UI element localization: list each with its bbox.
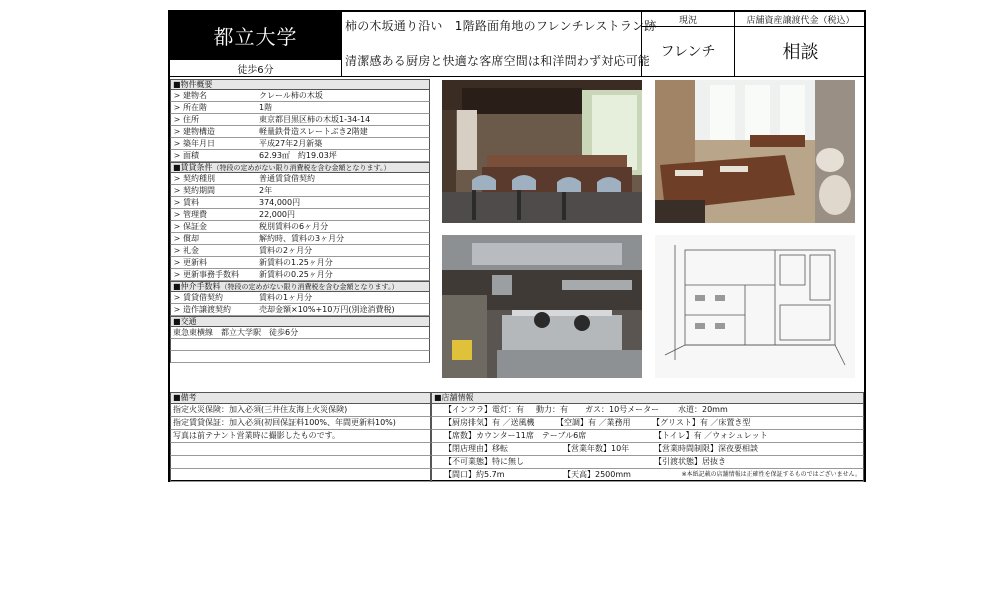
transport-line: 東急東横線 都立大学駅 徒歩6分 [170,327,430,339]
row-value: 普通賃貸借契約 [259,174,315,183]
store-row-size [431,469,864,482]
row-key: 住所 [183,115,199,124]
chevron-right-icon: > [173,234,181,243]
row-key: 管理費 [183,210,207,219]
store-cell: 【トイレ】有 ／ウォシュレット [654,431,768,440]
store-section-title: ■店舗情報 [431,392,864,404]
row-key: 更新料 [183,258,207,267]
table-row [170,114,430,126]
remarks-line: 指定火災保険：加入必須(三井住友海上火災保険) [170,404,431,417]
chevron-right-icon: > [173,151,181,160]
row-value: 東京都目黒区柿の木坂1-34-14 [259,115,371,124]
chevron-right-icon: > [173,186,181,195]
table-row [170,102,430,114]
chevron-right-icon: > [173,270,181,279]
chevron-right-icon: > [173,305,181,314]
row-key: 更新事務手数料 [183,270,239,279]
chevron-right-icon: > [173,293,181,302]
row-value: 解約時、賃料の3ヶ月分 [259,234,345,243]
store-cell: ガス：10号メーター [585,405,660,414]
headline-copy [341,12,657,76]
row-key: 築年月日 [183,139,215,148]
lease-title: ■賃貸条件 [173,163,213,172]
store-cell: 【営業時間制限】深夜要相談 [654,444,758,453]
store-cell: 【インフラ】電灯：有 [444,405,524,414]
store-cell: 【営業年数】10年 [563,444,630,453]
row-value: 賃料の1ヶ月分 [259,293,313,302]
row-value: クレール柿の木坂 [259,91,323,100]
property-rows [170,90,430,162]
chevron-right-icon: > [173,91,181,100]
status-label: 現況 [642,12,734,27]
remarks-line: 指定賃貸保証：加入必須(初回保証料100%、年間更新料10%) [170,417,431,430]
row-value: 374,000円 [259,198,301,207]
remarks-section-title: ■備考 [170,392,431,404]
store-cell: 【厨房排気】有 ／送風機 [444,418,535,427]
store-cell: 水道：20mm [678,405,728,414]
store-row-seats [431,430,864,443]
table-row [170,221,430,233]
broker-title: ■仲介手数料 [173,282,221,291]
broker-rows [170,292,430,316]
headline-line-1: 柿の木坂通り沿い 1階路面角地のフレンチレストラン跡 [345,19,657,33]
row-key: 償却 [183,234,199,243]
property-section-title: ■物件概要 [170,79,430,90]
remarks-blank [170,469,431,482]
transfer-fee-box [734,12,866,76]
store-row-exhaust [431,417,864,430]
walk-time: 徒歩6分 [170,59,341,76]
table-row [170,304,430,316]
chevron-right-icon: > [173,198,181,207]
lease-section-title [170,162,430,173]
store-cell: 【グリスト】有 ／床置き型 [652,418,751,427]
lease-rows [170,173,430,281]
store-info-table [431,392,864,482]
table-row [170,126,430,138]
remarks-blank [170,456,431,469]
chevron-right-icon: > [173,103,181,112]
table-row [170,233,430,245]
chevron-right-icon: > [173,246,181,255]
blank-row [170,351,430,363]
chevron-right-icon: > [173,174,181,183]
table-row [170,197,430,209]
table-row [170,150,430,162]
store-cell: 【不可業態】特に無し [444,457,524,466]
floor-plan-drawing [655,235,855,378]
transport-section-title: ■交通 [170,316,430,327]
row-value: 62.93㎡ 約19.03坪 [259,151,337,160]
table-row [170,292,430,304]
row-key: 契約期間 [183,186,215,195]
row-key: 建物構造 [183,127,215,136]
row-key: 面積 [183,151,199,160]
table-row [170,257,430,269]
row-value: 新賃料の0.25ヶ月分 [259,270,333,279]
row-key: 礼金 [183,246,199,255]
station-name: 都立大学 [170,12,341,59]
lease-note: （特段の定めがない限り消費税を含む金額となります。） [212,164,391,172]
row-value: 軽量鉄骨造スレートぶき2階建 [259,127,368,136]
kitchen-photo [442,235,642,378]
current-status-box [641,12,734,76]
fee-value: 相談 [782,42,819,63]
row-key: 賃貸借契約 [183,293,223,302]
chevron-right-icon: > [173,210,181,219]
row-key: 造作譲渡契約 [183,305,231,314]
store-cell: 【天高】2500mm [563,470,631,479]
broker-note: （特段の定めがない限り消費税を含む金額となります。） [220,283,399,291]
fee-label: 店舗資産譲渡代金（税込） [735,12,866,27]
disclaimer-note: ※本紙記載の店舗情報は正確性を保証するものではございません。 [681,471,861,478]
remarks-blank [170,443,431,456]
blank-row [170,339,430,351]
row-value: 2年 [259,186,273,195]
table-row [170,209,430,221]
headline-line-2: 清潔感ある厨房と快適な客席空間は和洋問わず対応可能 [345,54,651,68]
store-row-closing [431,443,864,456]
table-row [170,173,430,185]
store-cell: 【空調】有 ／業務用 [556,418,631,427]
chevron-right-icon: > [173,222,181,231]
row-value: 平成27年2月新築 [259,139,323,148]
row-key: 契約種別 [183,174,215,183]
store-cell: 動力：有 [536,405,568,414]
broker-section-title [170,281,430,292]
table-row [170,269,430,281]
store-cell: 【間口】約5.7m [444,470,505,479]
remarks-table [170,392,431,482]
row-value: 1階 [259,103,273,112]
header-divider [170,76,864,77]
row-value: 税別賃料の6ヶ月分 [259,222,329,231]
store-cell: 【引渡状態】居抜き [654,457,726,466]
table-row [170,90,430,102]
counter-dining-photo [442,80,642,223]
row-value: 22,000円 [259,210,295,219]
chevron-right-icon: > [173,139,181,148]
property-sheet [168,10,866,482]
table-seating-photo [655,80,855,223]
status-value: フレンチ [660,44,716,60]
row-key: 建物名 [183,91,207,100]
row-value: 新賃料の1.25ヶ月分 [259,258,333,267]
store-cell: 【席数】カウンター11席 テーブル6席 [444,431,587,440]
store-row-infra [431,404,864,417]
store-cell: 【閉店理由】移転 [444,444,508,453]
remarks-line: 写真は前テナント営業時に撮影したものです。 [170,430,431,443]
row-value: 賃料の2ヶ月分 [259,246,313,255]
row-key: 保証金 [183,222,207,231]
row-key: 所在階 [183,103,207,112]
chevron-right-icon: > [173,115,181,124]
table-row [170,245,430,257]
row-key: 賃料 [183,198,199,207]
left-info-table [170,79,430,363]
table-row [170,138,430,150]
chevron-right-icon: > [173,127,181,136]
store-row-restriction [431,456,864,469]
chevron-right-icon: > [173,258,181,267]
table-row [170,185,430,197]
row-value: 売却金額×10%+10万円(別途消費税) [259,305,395,314]
